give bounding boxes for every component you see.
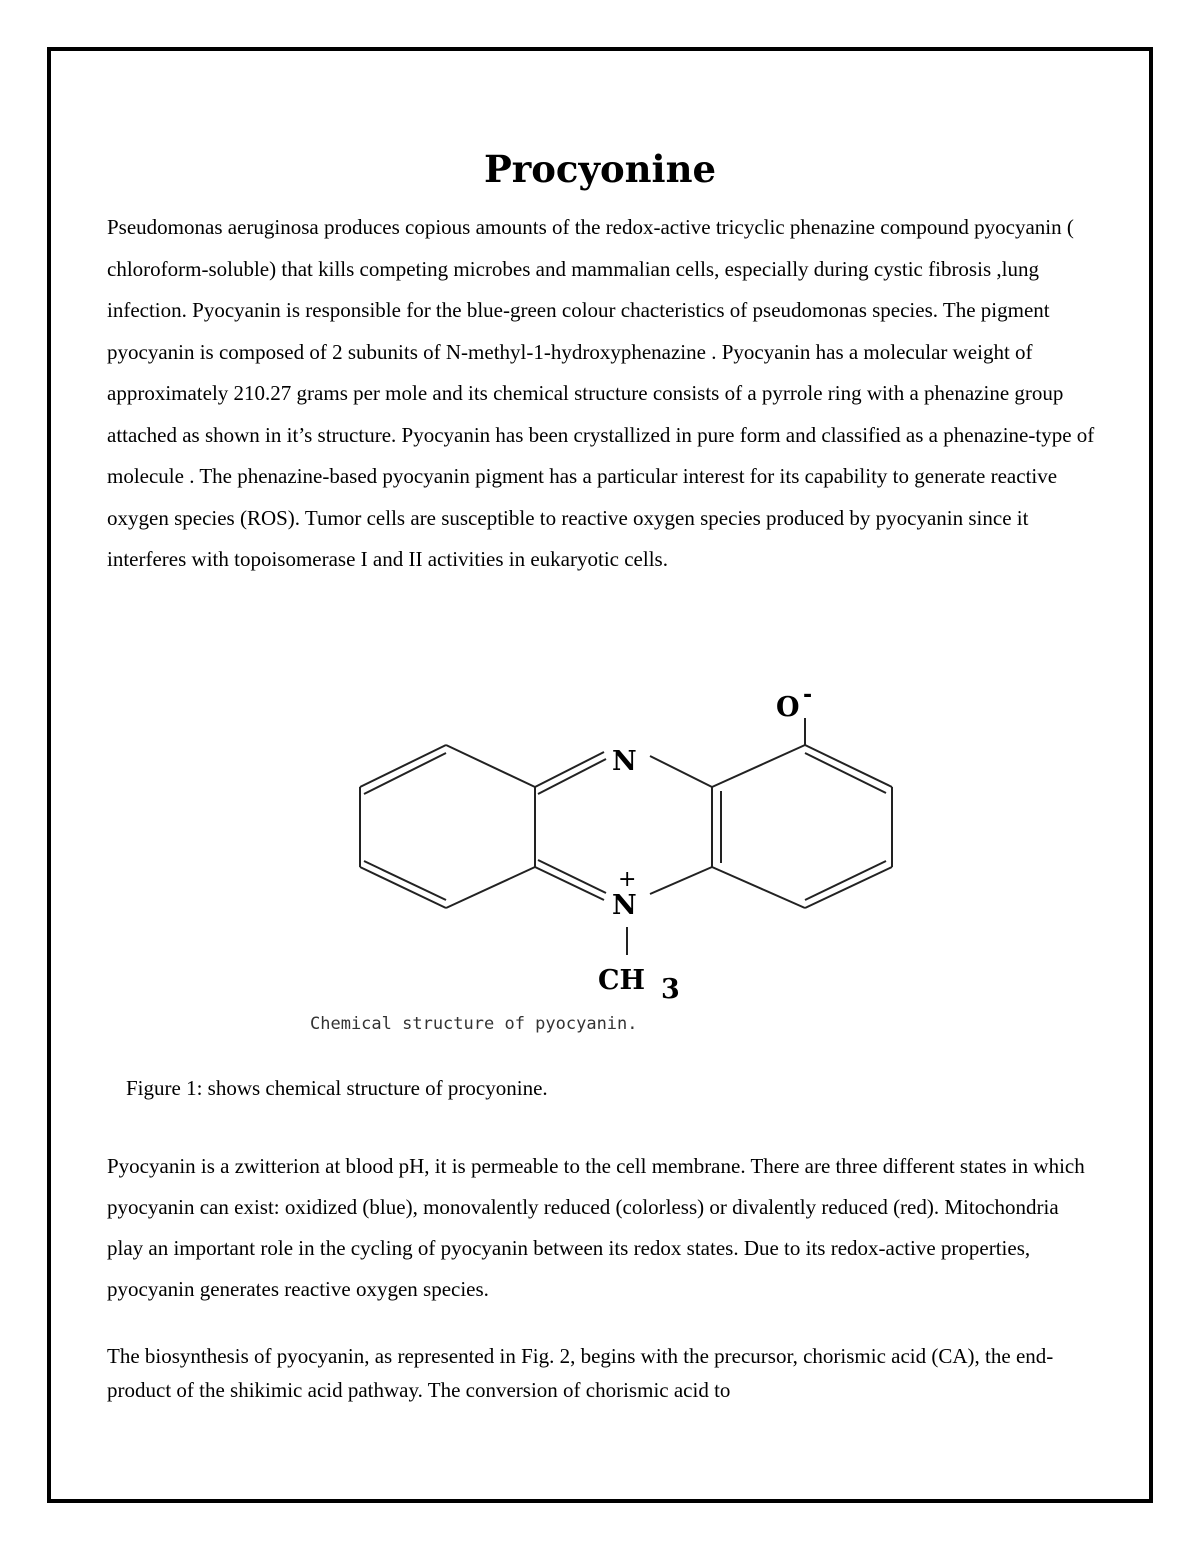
nitrogen-top-label: N <box>612 746 637 777</box>
oxygen-charge-label: - <box>803 683 813 708</box>
oxygen-label: O <box>776 692 800 723</box>
zwitterion-paragraph: Pyocyanin is a zwitterion at blood pH, it is permeable to the cell membrane. There are three different states in which pyocyanin can exist: oxidized (blue), monovalently reduced (colorless) or divalently reduced (red). Mitochondria play an important role in the cycling of pyocyanin between its redox states. Due to its redox-active properties, pyocyanin generates reactive oxygen species. <box>107 1154 1085 1301</box>
nitrogen-charge-label: + <box>618 867 637 892</box>
biosynthesis-paragraph: The biosynthesis of pyocyanin, as represented in Fig. 2, begins with the precursor, chorismic acid (CA), the end-product of the shikimic acid pathway. The conversion of chorismic acid to <box>107 1344 1054 1402</box>
nitrogen-bottom-label: N <box>612 890 637 921</box>
methyl-label: CH <box>598 965 645 996</box>
pyocyanin-structure-figure <box>300 680 920 1040</box>
intro-paragraph: Pseudomonas aeruginosa produces copious amounts of the redox-active tricyclic phenazine compound pyocyanin ( chloroform-soluble) that kills competing microbes and mammalian cells, especially during cystic fibrosis ,lung infection. Pyocyanin is responsible for the blue-green colour chacteristics of pseudomonas species. The pigment pyocyanin is composed of 2 subunits of N-methyl-1-hydroxyphenazine . Pyocyanin has a molecular weight of approximately 210.27 grams per mole and its chemical structure consists of a pyrrole ring with a phenazine group attached as shown in it’s structure. Pyocyanin has been crystallized in pure form and classified as a phenazine-type of molecule . The phenazine-based pyocyanin pigment has a particular interest for its capability to generate reactive oxygen species (ROS). Tumor cells are susceptible to reactive oxygen species produced by pyocyanin since it interferes with topoisomerase I and II activities in eukaryotic cells. <box>107 215 1095 571</box>
pyocyanin-structure-diagram <box>300 680 920 1040</box>
methyl-subscript-label: 3 <box>661 974 680 1005</box>
page-title: Procyonine <box>483 147 717 191</box>
image-caption: Chemical structure of pyocyanin. <box>310 1014 638 1034</box>
figure-caption: Figure 1: shows chemical structure of procyonine. <box>126 1076 548 1100</box>
